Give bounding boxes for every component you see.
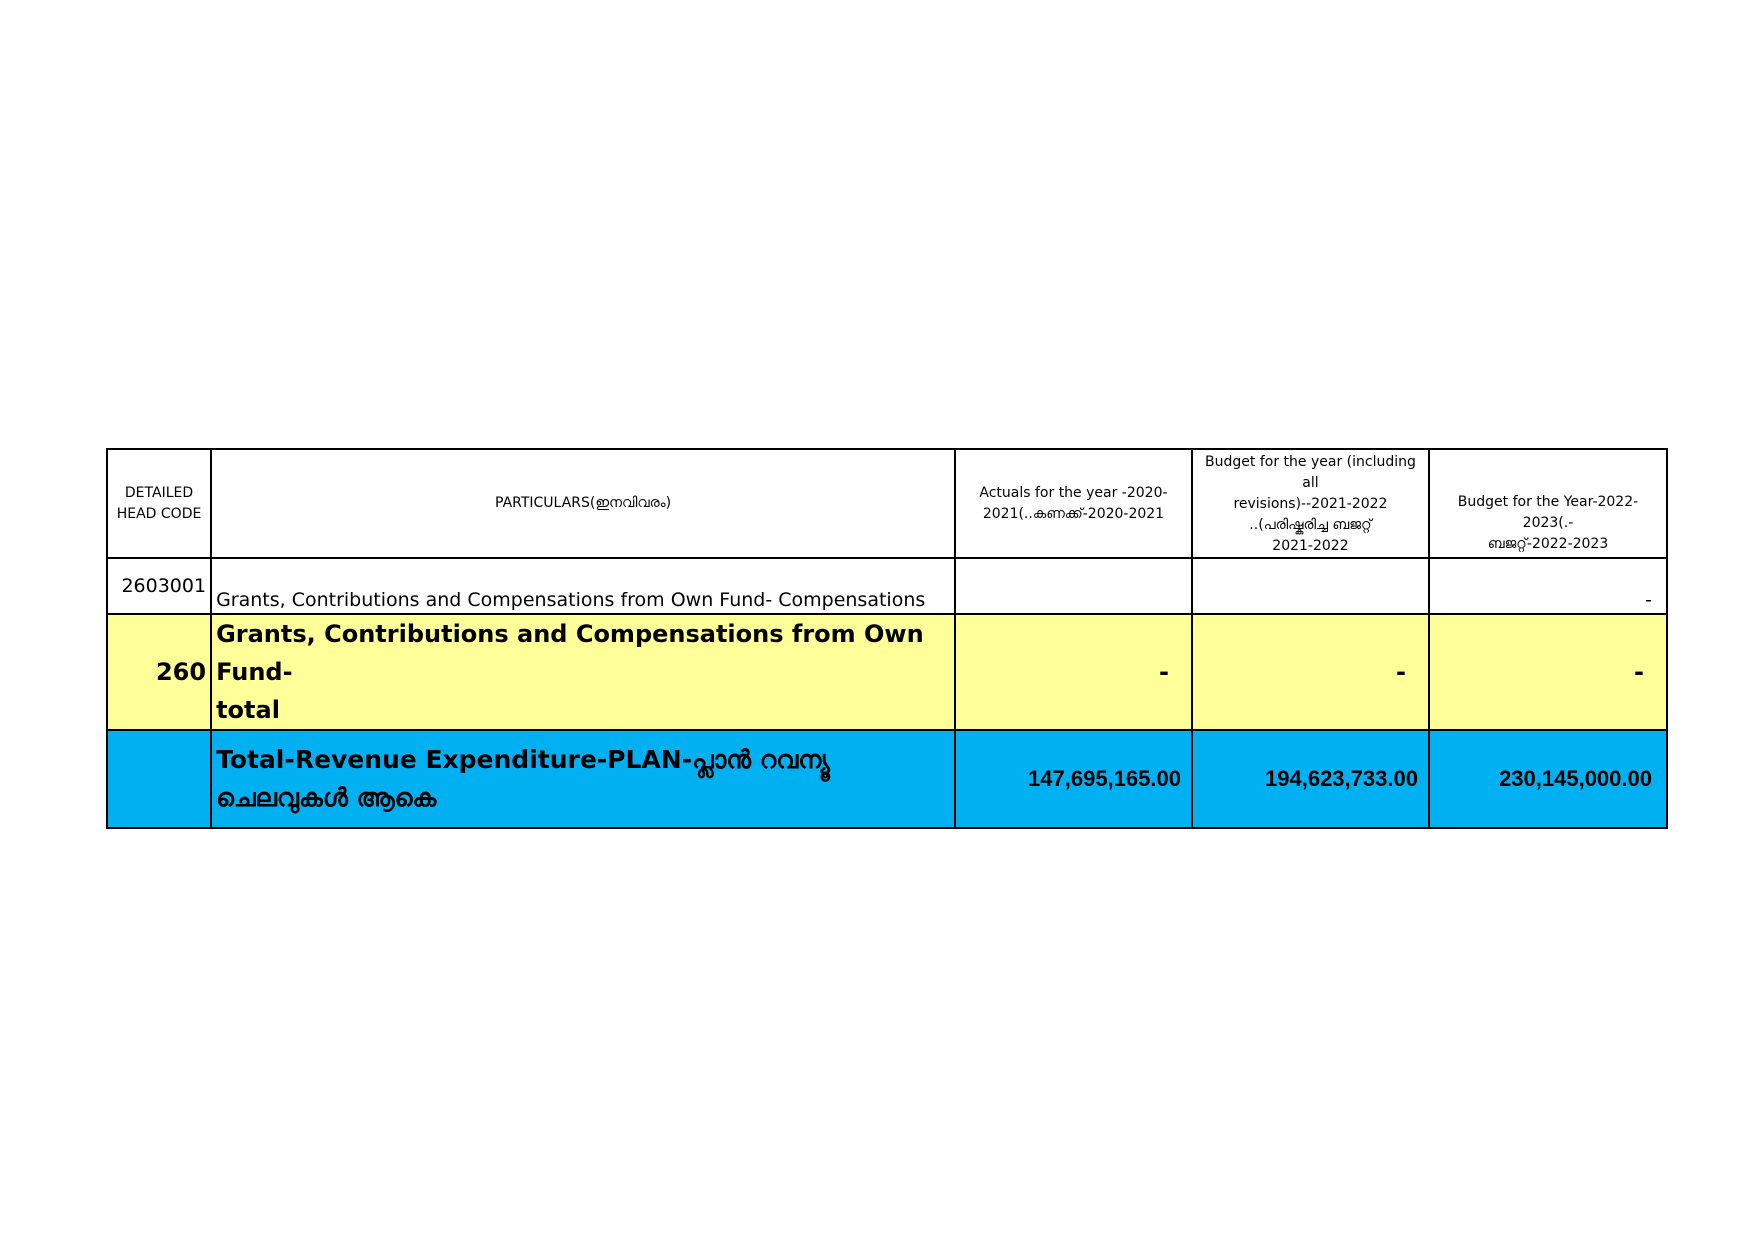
header-actuals-line-1: Actuals for the year -2020- [979, 484, 1168, 501]
item-actuals [955, 558, 1192, 614]
header-head-code-line-2: HEAD CODE [116, 505, 202, 522]
header-revised-budget-line-2: revisions)--2021-2022 [1233, 496, 1388, 512]
header-revised-budget-line-3: ..(പരിഷ്കരിച്ച ബജറ്റ് [1249, 517, 1372, 533]
header-actuals [955, 449, 1192, 558]
header-budget [1429, 449, 1667, 558]
group-particulars [211, 614, 955, 730]
header-head-code-line-1: DETAILED [124, 484, 194, 501]
total-actuals: 147,695,165.00 [955, 730, 1192, 828]
table-row-item [107, 558, 1667, 614]
item-budget: - [1429, 558, 1667, 614]
total-particulars-line-1: Total-Revenue Expenditure-PLAN-പ്ലാൻ റവന്യൂ [216, 745, 830, 774]
header-actuals-line-2: 2021(..കണക്ക്-2020-2021 [982, 505, 1165, 522]
table-row-group-total [107, 614, 1667, 730]
header-budget-line-1: Budget for the Year-2022-2023(.- [1457, 494, 1639, 531]
header-revised-budget-line-4: 2021-2022 [1272, 538, 1349, 554]
header-particulars: PARTICULARS(ഇനവിവരം) [211, 449, 955, 558]
group-particulars-line-1: Grants, Contributions and Compensations from Own Fund- [216, 620, 924, 686]
total-head-code [107, 730, 211, 828]
header-head-code [107, 449, 211, 558]
group-head-code: 260 [107, 614, 211, 730]
header-row [107, 449, 1667, 558]
item-particulars: Grants, Contributions and Compensations from Own Fund- Compensations [211, 558, 955, 614]
group-actuals: - [955, 614, 1192, 730]
group-revised-budget: - [1192, 614, 1429, 730]
group-particulars-line-2: total [216, 696, 280, 724]
item-head-code: 2603001 [107, 558, 211, 614]
total-budget: 230,145,000.00 [1429, 730, 1667, 828]
header-revised-budget [1192, 449, 1429, 558]
total-revised-budget: 194,623,733.00 [1192, 730, 1429, 828]
group-budget: - [1429, 614, 1667, 730]
total-particulars [211, 730, 955, 828]
header-revised-budget-line-1: Budget for the year (including all [1205, 454, 1416, 491]
table-row-grand-total [107, 730, 1667, 828]
item-revised-budget [1192, 558, 1429, 614]
budget-table [106, 448, 1668, 829]
header-budget-line-2: ബജറ്റ്-2022-2023 [1487, 536, 1609, 552]
total-particulars-line-2: ചെലവുകൾ ആകെ [216, 783, 437, 812]
